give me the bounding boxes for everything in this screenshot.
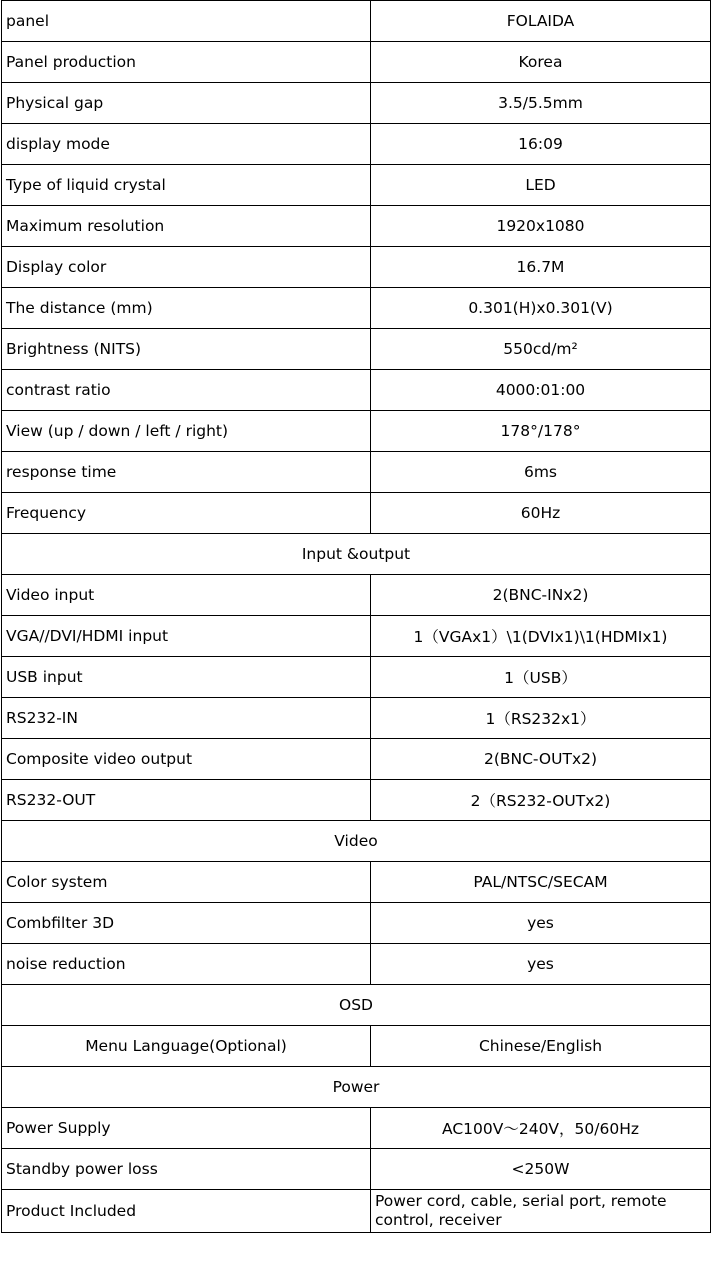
spec-label: View (up / down / left / right): [2, 411, 371, 452]
section-header-row: [2, 1067, 711, 1108]
table-row: [2, 1108, 711, 1149]
spec-label: Combfilter 3D: [2, 903, 371, 944]
spec-value: Korea: [371, 42, 711, 83]
table-row: [2, 493, 711, 534]
table-row: [2, 42, 711, 83]
spec-label: panel: [2, 1, 371, 42]
table-row: [2, 1190, 711, 1233]
spec-value: LED: [371, 165, 711, 206]
table-row: [2, 575, 711, 616]
table-row: [2, 1026, 711, 1067]
spec-value: 1（VGAx1）\1(DVIx1)\1(HDMIx1): [371, 616, 711, 657]
spec-label: Brightness (NITS): [2, 329, 371, 370]
spec-label: Maximum resolution: [2, 206, 371, 247]
section-header: OSD: [2, 985, 711, 1026]
table-row: [2, 370, 711, 411]
spec-label: Panel production: [2, 42, 371, 83]
spec-value: 16.7M: [371, 247, 711, 288]
spec-value: PAL/NTSC/SECAM: [371, 862, 711, 903]
spec-label: Display color: [2, 247, 371, 288]
spec-label: Color system: [2, 862, 371, 903]
table-row: [2, 862, 711, 903]
table-row: [2, 124, 711, 165]
table-row: [2, 739, 711, 780]
spec-label: Composite video output: [2, 739, 371, 780]
table-row: [2, 657, 711, 698]
spec-value: 3.5/5.5mm: [371, 83, 711, 124]
section-header-row: [2, 985, 711, 1026]
section-header: Power: [2, 1067, 711, 1108]
spec-value: 178°/178°: [371, 411, 711, 452]
spec-value: 2(BNC-OUTx2): [371, 739, 711, 780]
spec-value: 1（USB）: [371, 657, 711, 698]
spec-label: Standby power loss: [2, 1149, 371, 1190]
table-row: [2, 288, 711, 329]
spec-label: display mode: [2, 124, 371, 165]
spec-value: 1（RS232x1）: [371, 698, 711, 739]
table-row: [2, 206, 711, 247]
spec-label: Type of liquid crystal: [2, 165, 371, 206]
spec-label: RS232-OUT: [2, 780, 371, 821]
spec-label: Physical gap: [2, 83, 371, 124]
section-header-row: [2, 534, 711, 575]
table-row: [2, 165, 711, 206]
spec-label: USB input: [2, 657, 371, 698]
spec-value: 1920x1080: [371, 206, 711, 247]
spec-label: Product Included: [2, 1190, 371, 1233]
spec-value: 2（RS232-OUTx2): [371, 780, 711, 821]
spec-label: Video input: [2, 575, 371, 616]
spec-label: Menu Language(Optional): [2, 1026, 371, 1067]
table-row: [2, 780, 711, 821]
spec-value: 2(BNC-INx2): [371, 575, 711, 616]
table-row: [2, 247, 711, 288]
spec-label: response time: [2, 452, 371, 493]
spec-value: 550cd/m²: [371, 329, 711, 370]
table-row: [2, 1149, 711, 1190]
spec-value: yes: [371, 903, 711, 944]
table-row: [2, 944, 711, 985]
spec-table-body: [2, 1, 711, 1233]
spec-value: 0.301(H)x0.301(V): [371, 288, 711, 329]
spec-label: contrast ratio: [2, 370, 371, 411]
spec-table: [1, 0, 711, 1233]
spec-label: noise reduction: [2, 944, 371, 985]
table-row: [2, 616, 711, 657]
spec-label: Frequency: [2, 493, 371, 534]
spec-value: 16:09: [371, 124, 711, 165]
spec-value: 6ms: [371, 452, 711, 493]
spec-value: yes: [371, 944, 711, 985]
spec-label: Power Supply: [2, 1108, 371, 1149]
spec-value: 4000:01:00: [371, 370, 711, 411]
spec-value: Power cord, cable, serial port, remote control, receiver: [371, 1190, 711, 1233]
spec-label: The distance (mm): [2, 288, 371, 329]
table-row: [2, 698, 711, 739]
section-header: Video: [2, 821, 711, 862]
spec-value: AC100V～240V，50/60Hz: [371, 1108, 711, 1149]
table-row: [2, 411, 711, 452]
spec-value: FOLAIDA: [371, 1, 711, 42]
spec-label: VGA//DVI/HDMI input: [2, 616, 371, 657]
table-row: [2, 1, 711, 42]
spec-label: RS232-IN: [2, 698, 371, 739]
spec-value: <250W: [371, 1149, 711, 1190]
table-row: [2, 452, 711, 493]
section-header-row: [2, 821, 711, 862]
spec-value: 60Hz: [371, 493, 711, 534]
table-row: [2, 903, 711, 944]
table-row: [2, 83, 711, 124]
table-row: [2, 329, 711, 370]
section-header: Input &output: [2, 534, 711, 575]
spec-value: Chinese/English: [371, 1026, 711, 1067]
